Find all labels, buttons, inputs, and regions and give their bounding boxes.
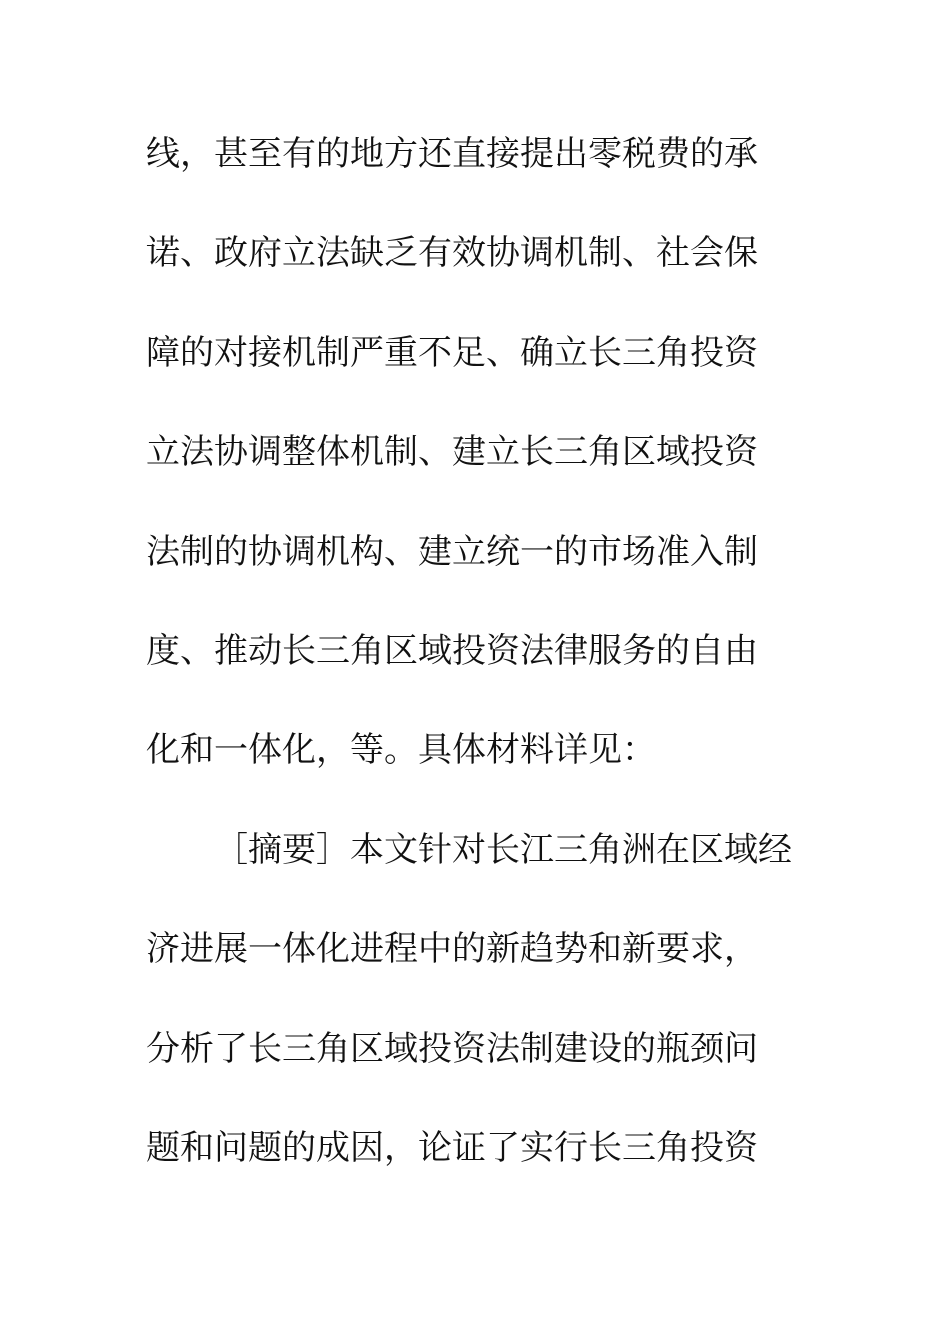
text-line: 法制的协调机构、建立统一的市场准入制: [146, 531, 758, 572]
text-line: 障的对接机制严重不足、确立长三角投资: [146, 332, 758, 373]
text-line: 化和一体化，等。具体材料详见：: [146, 730, 656, 771]
body-text: [146, 119, 792, 1212]
text-line: 诺、政府立法缺乏有效协调机制、社会保: [146, 233, 758, 274]
text-line: 度、推动长三角区域投资法律服务的自由: [146, 630, 758, 671]
text-line: 济进展一体化进程中的新趋势和新要求，: [146, 929, 758, 970]
text-line: 题和问题的成因，论证了实行长三角投资: [146, 1127, 758, 1168]
abstract-first-line: ［摘要］本文针对长江三角洲在区域经: [214, 829, 792, 870]
text-line: 立法协调整体机制、建立长三角区域投资: [146, 432, 758, 473]
text-line: 分析了长三角区域投资法制建设的瓶颈问: [146, 1028, 758, 1069]
text-line: 线，甚至有的地方还直接提出零税费的承: [146, 134, 758, 174]
